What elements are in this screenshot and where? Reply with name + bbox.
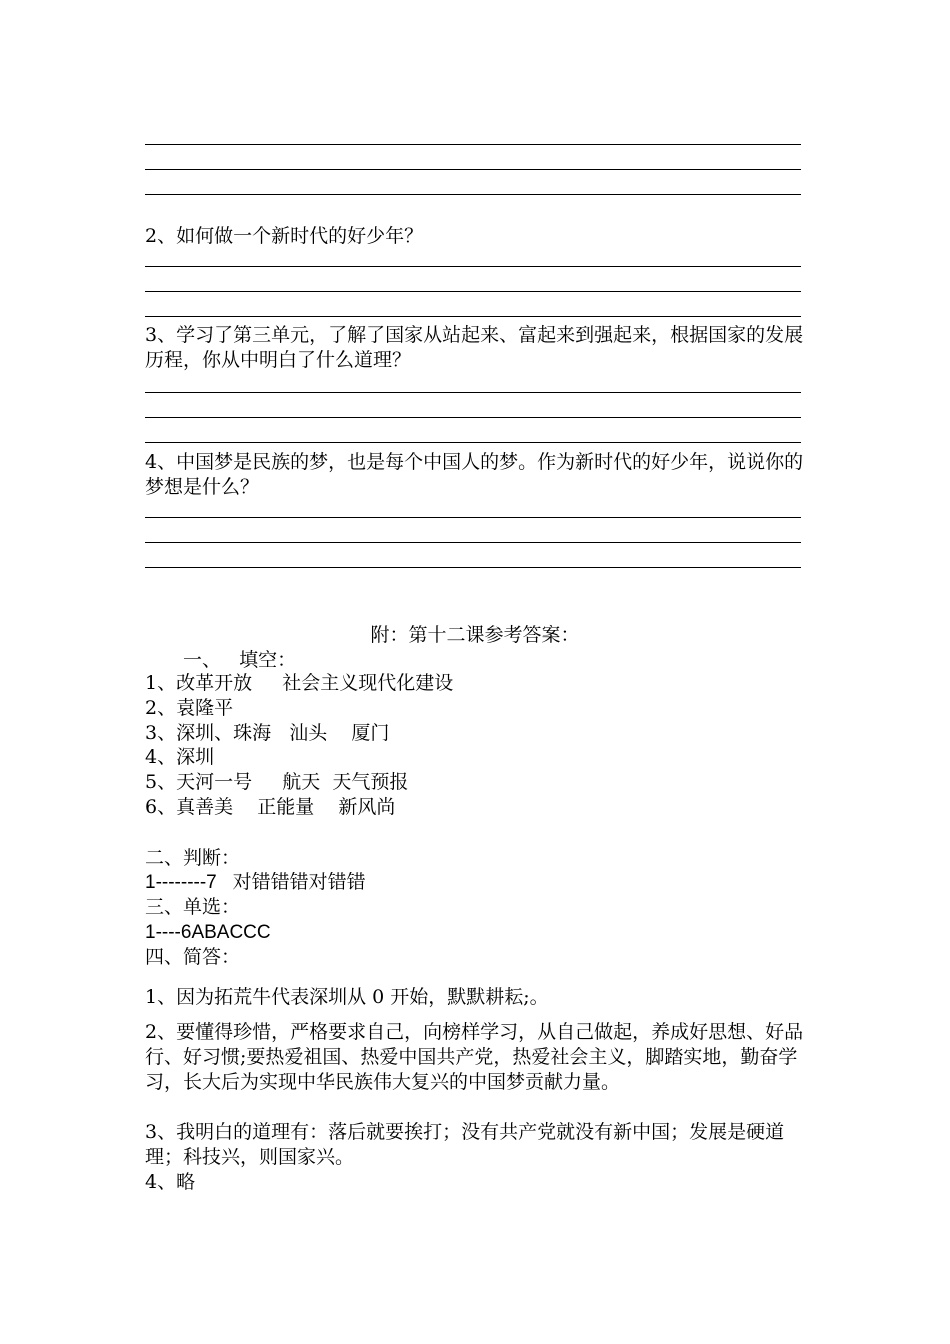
short-answer-3: 3、我明白的道理有：落后就要挨打；没有共产党就没有新中国；发展是硬道理；科技兴，则国家兴。: [145, 1121, 785, 1168]
answer-line: [145, 517, 801, 518]
fill-item: 6、真善美 正能量 新风尚: [145, 796, 396, 818]
choice-answer: 1----6ABACCC: [145, 922, 271, 943]
answer-line: [145, 291, 801, 292]
answer-line: [145, 169, 801, 170]
fill-item: 5、天河一号 航天 天气预报: [145, 771, 409, 793]
short-answer-2: 2、要懂得珍惜，严格要求自己，向榜样学习，从自己做起，养成好思想、好品行、好习惯;要热爱祖国、热爱中国共产党，热爱社会主义，脚踏实地，勤奋学习，长大后为实现中华民族伟大复兴的中国梦贡献力量。: [145, 1021, 804, 1093]
fill-item: 3、深圳、珠海 汕头 厦门: [145, 722, 390, 744]
answer-line: [145, 542, 801, 543]
answer-line: [145, 567, 801, 568]
answer-line: [145, 316, 801, 317]
question-2: 2、如何做一个新时代的好少年？: [145, 225, 424, 247]
question-3: 3、学习了第三单元，了解了国家从站起来、富起来到强起来，根据国家的发展历程，你从中明白了什么道理？: [145, 324, 804, 371]
judge-answer: 1--------7 对错错错对错错: [145, 872, 366, 893]
answers-title: 附：第十二课参考答案：: [370, 624, 580, 646]
fill-item: 2、袁隆平: [145, 697, 234, 719]
short-heading: 四、简答：: [145, 946, 241, 968]
fill-heading: 一、 填空：: [183, 649, 297, 671]
short-answer-1: 1、因为拓荒牛代表深圳从 0 开始，默默耕耘;。: [145, 986, 549, 1008]
answer-line: [145, 194, 801, 195]
question-4: 4、中国梦是民族的梦，也是每个中国人的梦。作为新时代的好少年，说说你的梦想是什么？: [145, 451, 804, 498]
answer-line: [145, 144, 801, 145]
answer-line: [145, 392, 801, 393]
answer-line: [145, 442, 801, 443]
fill-item: 4、深圳: [145, 746, 215, 768]
judge-heading: 二、判断：: [145, 847, 241, 869]
short-answer-4: 4、略: [145, 1171, 196, 1193]
answer-line: [145, 266, 801, 267]
choice-heading: 三、单选：: [145, 896, 241, 918]
fill-item: 1、改革开放 社会主义现代化建设: [145, 672, 454, 694]
answer-line: [145, 417, 801, 418]
